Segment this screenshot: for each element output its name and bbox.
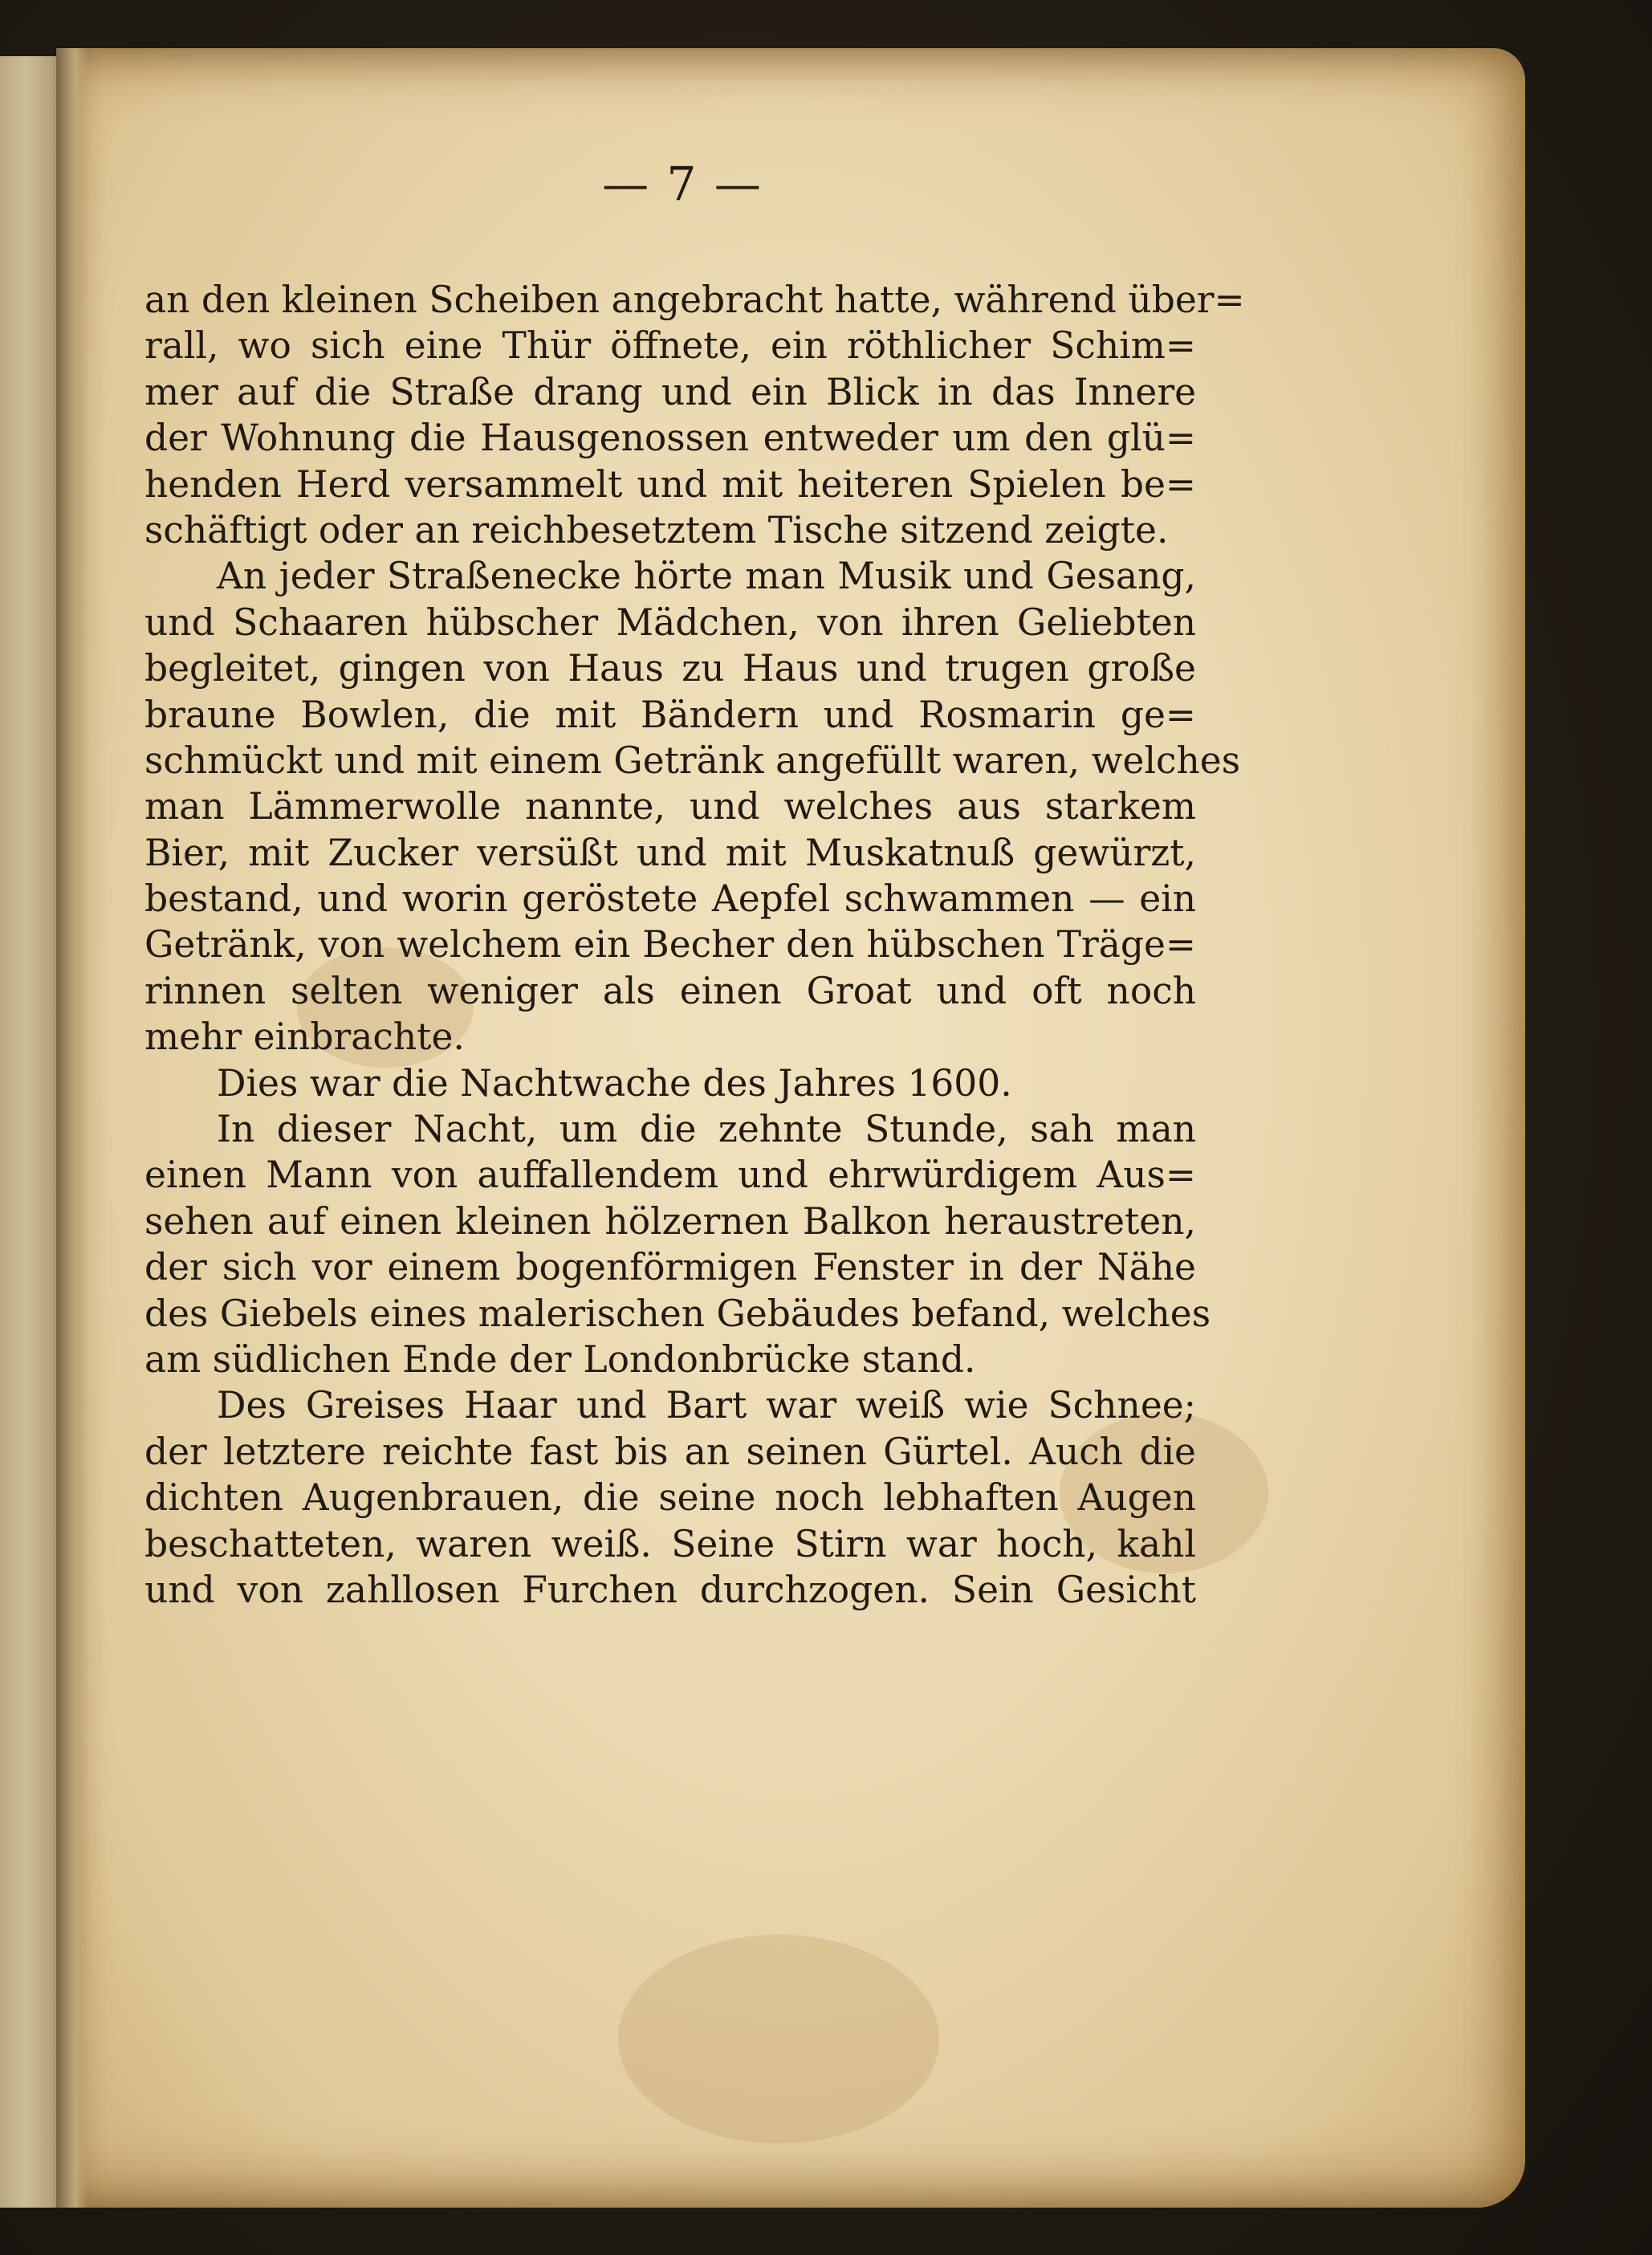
text-line: rinnen selten weniger als einen Groat und oft noch bbox=[144, 969, 1196, 1012]
text-line: beschatteten, waren weiß. Seine Stirn war hoch, kahl bbox=[144, 1522, 1196, 1565]
text-line: Des Greises Haar und Bart war weiß wie Schnee; bbox=[217, 1384, 1196, 1427]
text-line: bestand, und worin geröstete Aepfel schwammen — ein bbox=[144, 877, 1196, 921]
text-line: Bier, mit Zucker versüßt und mit Muskatnuß gewürzt, bbox=[144, 831, 1196, 874]
text-line: man Lämmerwolle nannte, und welches aus starkem bbox=[144, 785, 1196, 828]
text-line: Dies war die Nachtwache des Jahres 1600. bbox=[217, 1061, 1012, 1105]
text-line: an den kleinen Scheiben angebracht hatte, während über= bbox=[144, 279, 1245, 321]
text-line: der letztere reichte fast bis an seinen Gürtel. Auch die bbox=[144, 1430, 1196, 1473]
text-line: mer auf die Straße drang und ein Blick in das Innere bbox=[144, 370, 1196, 413]
text-line: der sich vor einem bogenförmigen Fenster in der Nähe bbox=[144, 1246, 1196, 1289]
text-line: der Wohnung die Hausgenossen entweder um den glü= bbox=[144, 417, 1196, 460]
text-line: einen Mann von auffallendem und ehrwürdigem Aus= bbox=[144, 1154, 1196, 1197]
text-line: schmückt und mit einem Getränk angefüllt waren, welches bbox=[144, 739, 1241, 782]
text-line: An jeder Straßenecke hörte man Musik und Gesang, bbox=[217, 555, 1196, 598]
text-line: Getränk, von welchem ein Becher den hübschen Träge= bbox=[144, 923, 1196, 967]
text-line: In dieser Nacht, um die zehnte Stunde, sah man bbox=[217, 1108, 1196, 1151]
text-line: begleitet, gingen von Haus zu Haus und trugen große bbox=[144, 647, 1196, 690]
text-line: mehr einbrachte. bbox=[144, 1016, 465, 1059]
text-line: und von zahllosen Furchen durchzogen. Sein Gesicht bbox=[144, 1568, 1196, 1611]
text-line: und Schaaren hübscher Mädchen, von ihren Geliebten bbox=[144, 600, 1196, 644]
text-line: rall, wo sich eine Thür öffnete, ein röthlicher Schim= bbox=[144, 324, 1196, 368]
body-text bbox=[144, 277, 1245, 1613]
text-line: braune Bowlen, die mit Bändern und Rosmarin ge= bbox=[144, 693, 1196, 736]
foxing-stain bbox=[618, 1935, 939, 2143]
page-number: — 7 — bbox=[602, 157, 763, 211]
page-gutter bbox=[56, 48, 88, 2208]
text-line: des Giebels eines malerischen Gebäudes befand, welches bbox=[144, 1292, 1211, 1335]
text-line: schäftigt oder an reichbesetztem Tische sitzend zeigte. bbox=[144, 508, 1169, 552]
text-line: sehen auf einen kleinen hölzernen Balkon heraustreten, bbox=[144, 1199, 1196, 1243]
text-line: dichten Augenbrauen, die seine noch lebhaften Augen bbox=[144, 1476, 1196, 1520]
text-line: am südlichen Ende der Londonbrücke stand. bbox=[144, 1337, 976, 1381]
text-line: henden Herd versammelt und mit heiteren Spielen be= bbox=[144, 462, 1196, 506]
